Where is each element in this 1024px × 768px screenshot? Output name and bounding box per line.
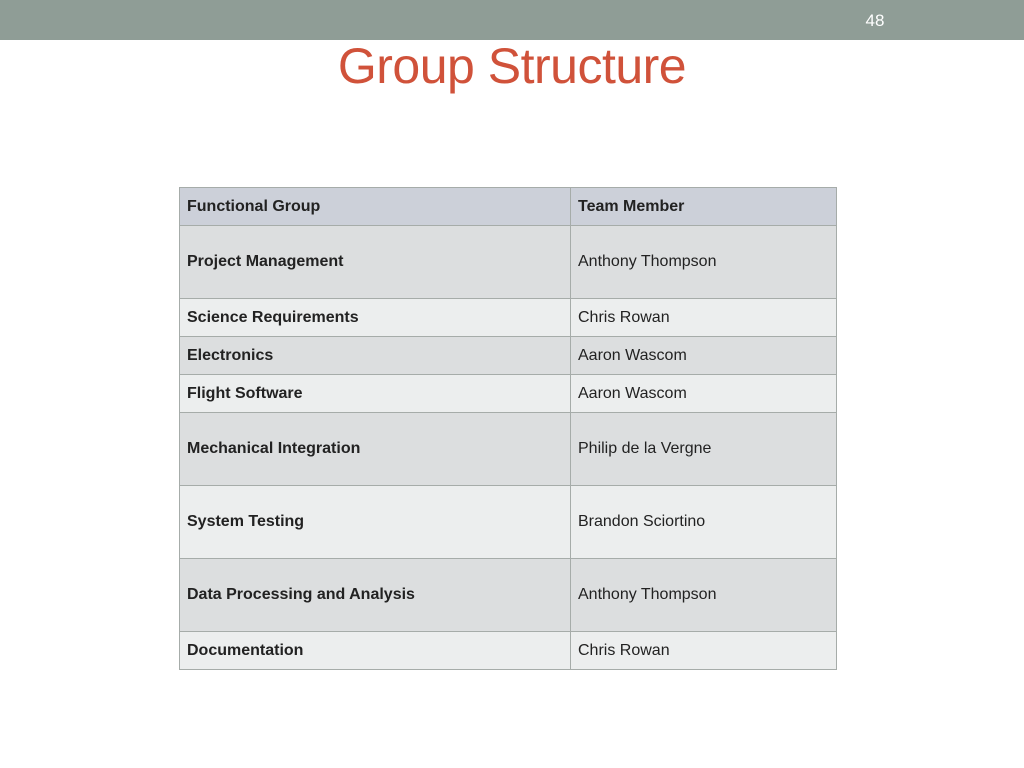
- functional-group-cell: Mechanical Integration: [180, 413, 571, 486]
- header-functional-group: Functional Group: [180, 188, 571, 226]
- header-team-member: Team Member: [571, 188, 837, 226]
- functional-group-cell: Project Management: [180, 226, 571, 299]
- group-structure-table: [179, 187, 837, 670]
- functional-group-cell: Documentation: [180, 632, 571, 670]
- table-row: [180, 299, 837, 337]
- table-row: [180, 413, 837, 486]
- team-member-cell: Aaron Wascom: [571, 375, 837, 413]
- functional-group-cell: Flight Software: [180, 375, 571, 413]
- table-row: [180, 226, 837, 299]
- table-row: [180, 375, 837, 413]
- functional-group-cell: Data Processing and Analysis: [180, 559, 571, 632]
- team-member-cell: Chris Rowan: [571, 299, 837, 337]
- functional-group-cell: System Testing: [180, 486, 571, 559]
- team-member-cell: Chris Rowan: [571, 632, 837, 670]
- functional-group-cell: Electronics: [180, 337, 571, 375]
- team-member-cell: Anthony Thompson: [571, 226, 837, 299]
- table-row: [180, 632, 837, 670]
- team-member-cell: Brandon Sciortino: [571, 486, 837, 559]
- table-row: [180, 337, 837, 375]
- functional-group-cell: Science Requirements: [180, 299, 571, 337]
- team-member-cell: Aaron Wascom: [571, 337, 837, 375]
- table-header-row: [180, 188, 837, 226]
- team-member-cell: Philip de la Vergne: [571, 413, 837, 486]
- team-member-cell: Anthony Thompson: [571, 559, 837, 632]
- table-row: [180, 559, 837, 632]
- slide-number: 48: [865, 11, 885, 30]
- table-row: [180, 486, 837, 559]
- slide-title: Group Structure: [337, 38, 687, 94]
